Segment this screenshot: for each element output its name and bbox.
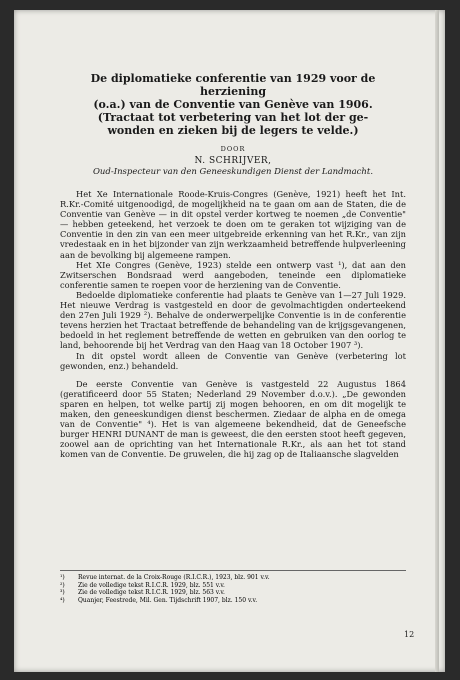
title-line: (o.a.) van de Conventie van Genève van 1906.: [93, 98, 373, 111]
article-title: [60, 72, 406, 137]
document-page: [14, 10, 445, 672]
author-role: Oud-Inspecteur van den Geneeskundigen Dienst der Landmacht.: [92, 167, 374, 177]
article-body: [60, 72, 406, 459]
author-name: N. SCHRIJVER,: [194, 156, 272, 166]
footnote-number: ³): [60, 589, 65, 597]
page-edge: [435, 10, 439, 672]
footnote: [60, 582, 406, 590]
footnote-number: ¹): [60, 574, 65, 581]
paragraph: Het XIe Congres (Genève, 1923) stelde een ontwerp vast ¹), dat aan den Zwitserschen Bondsraad werd aangeboden, teneinde een diplomatieke conferentie samen te roepen voor de herziening van de Conventie.: [60, 259, 406, 290]
byline-prefix: DOOR: [220, 145, 246, 153]
footnote-number: ⁴): [60, 596, 65, 604]
footnote-text: Zie de volledige tekst R.I.C.R. 1929, blz. 551 v.v.: [78, 581, 225, 589]
title-line: (Tractaat tot verbetering van het lot der ge-: [97, 111, 369, 124]
footnote: [60, 589, 406, 597]
footnote: [60, 597, 406, 605]
paragraph: Het Xe Internationale Roode-Kruis-Congres (Genève, 1921) heeft het Int. R.Kr.-Comité uitgenoodigd, de mogelijkheid na te gaan om aan de Staten, die de Conventie van Genève — in dit opstel verder kortweg te noemen „de Conventie" — hebben geteekend, het verzoek te doen om te geraken tot wijziging van de Conventie in den zin van een meer uitgebreide erkenning van het R.Kr., van zijn vredestaak en in het bijzonder van zijn werkzaamheid betreffende hulpverleening aan de bevolking bij algemeene rampen.: [60, 189, 406, 260]
paragraph: Bedoelde diplomatieke conferentie had plaats te Genève van 1—27 Juli 1929. Het nieuwe Verdrag is vastgesteld en door de gevolmachtigden onderteekend den 27en Juli 1929 ²). Behalve de onderwerpelijke Conventie is in de conferentie tevens herzien het Tractaat betreffende de behandeling van de krijgsgevangenen, bedoeld in het reglement betreffende de wetten en gebruiken van den oorlog te land, behoorende bij het Verdrag van den Haag van 18 October 1907 ³).: [60, 289, 406, 351]
footnote-number: ²): [60, 581, 65, 589]
footnote-text: Zie de volledige tekst R.I.C.R. 1929, blz. 563 v.v.: [78, 589, 225, 597]
page-number: 12: [404, 630, 415, 639]
paragraph: De eerste Conventie van Genève is vastgesteld 22 Augustus 1864 (geratificeerd door 55 Staten; Nederland 29 November d.o.v.). „De gewonden sparen en helpen, tot welke partij zij mogen behooren, en om dit mogelijk te maken, den geneeskundigen dienst beschermen. Ziedaar de alpha en de omega van de Conventie" ⁴). Het is van algemeene bekendheid, dat de Geneefsche burger HENRI DUNANT de man is geweest, die den eersten stoot heeft gegeven, zoowel aan de oprichting van het Internationale R.Kr., als aan het tot stand komen van de Conventie. De gruwelen, die hij zag op de Italiaansche slagvelden: [60, 378, 406, 460]
paragraph: In dit opstel wordt alleen de Conventie van Genève (verbetering lot gewonden, enz.) behandeld.: [60, 350, 406, 371]
title-line: wonden en zieken bij de legers te velde.): [107, 124, 359, 137]
title-line: De diplomatieke conferentie van 1929 voor de herziening: [90, 72, 376, 98]
footnote-text: Revue internat. de la Croix-Rouge (R.I.C.R.), 1923, blz. 901 v.v.: [78, 574, 270, 581]
footnote-text: Quanjer, Feestrede, Mil. Gen. Tijdschrift 1907, blz. 150 v.v.: [78, 596, 258, 604]
footnote: [60, 574, 406, 582]
footnotes: [60, 570, 406, 604]
